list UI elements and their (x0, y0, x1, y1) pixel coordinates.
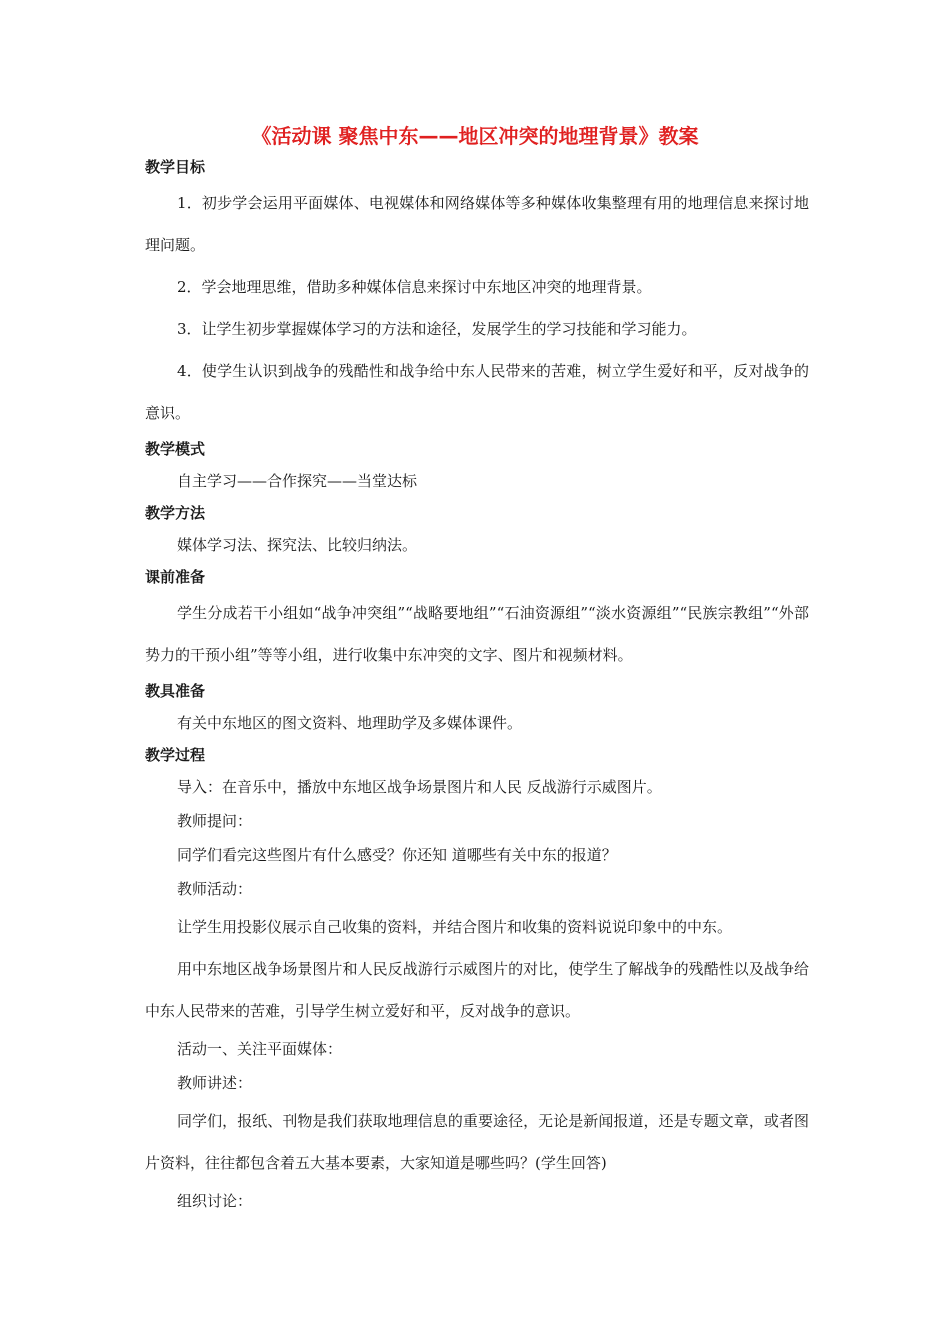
goal-item: 2．学会地理思维，借助多种媒体信息来探讨中东地区冲突的地理背景。 (177, 278, 652, 296)
section-heading-tools: 教具准备 (145, 682, 206, 700)
section-heading-prep: 课前准备 (145, 568, 206, 586)
section-heading-goals: 教学目标 (145, 158, 206, 176)
process-paragraph: 教师活动： (177, 880, 253, 898)
section-heading-method: 教学方法 (145, 504, 206, 522)
section-heading-process: 教学过程 (145, 746, 206, 764)
process-paragraph: 组织讨论： (177, 1192, 253, 1210)
goal-item: 3．让学生初步掌握媒体学习的方法和途径，发展学生的学习技能和学习能力。 (177, 320, 697, 338)
process-paragraph: 教师讲述： (177, 1074, 253, 1092)
document-title: 《活动课 聚焦中东——地区冲突的地理背景》教案 (251, 124, 699, 148)
process-paragraph: 导入：在音乐中，播放中东地区战争场景图片和人民 反战游行示威图片。 (177, 778, 662, 796)
goal-item: 4．使学生认识到战争的残酷性和战争给中东人民带来的苦难，树立学生爱好和平，反对战争的意识。 (145, 362, 809, 422)
goal-item: 1．初步学会运用平面媒体、电视媒体和网络媒体等多种媒体收集整理有用的地理信息来探讨地理问题。 (145, 194, 809, 254)
prep-text: 学生分成若干小组如“战争冲突组”“战略要地组”“石油资源组”“淡水资源组”“民族宗教组”“外部势力的干预小组”等等小组，进行收集中东冲突的文字、图片和视频材料。 (145, 604, 809, 664)
mode-text: 自主学习——合作探究——当堂达标 (177, 472, 418, 490)
process-paragraph: 同学们看完这些图片有什么感受？你还知 道哪些有关中东的报道？ (177, 846, 617, 864)
process-paragraph: 教师提问： (177, 812, 253, 830)
process-paragraph: 让学生用投影仪展示自己收集的资料，并结合图片和收集的资料说说印象中的中东。 (177, 918, 733, 936)
tools-text: 有关中东地区的图文资料、地理助学及多媒体课件。 (177, 714, 523, 732)
process-paragraph: 活动一、关注平面媒体： (177, 1040, 343, 1058)
process-paragraph: 同学们，报纸、刊物是我们获取地理信息的重要途径，无论是新闻报道，还是专题文章，或者图片资料，往往都包含着五大基本要素，大家知道是哪些吗？(学生回答) (145, 1112, 809, 1172)
method-text: 媒体学习法、探究法、比较归纳法。 (177, 536, 418, 554)
process-paragraph: 用中东地区战争场景图片和人民反战游行示威图片的对比，使学生了解战争的残酷性以及战争给中东人民带来的苦难，引导学生树立爱好和平，反对战争的意识。 (145, 960, 809, 1020)
section-heading-mode: 教学模式 (145, 440, 206, 458)
document-body (145, 152, 809, 1218)
